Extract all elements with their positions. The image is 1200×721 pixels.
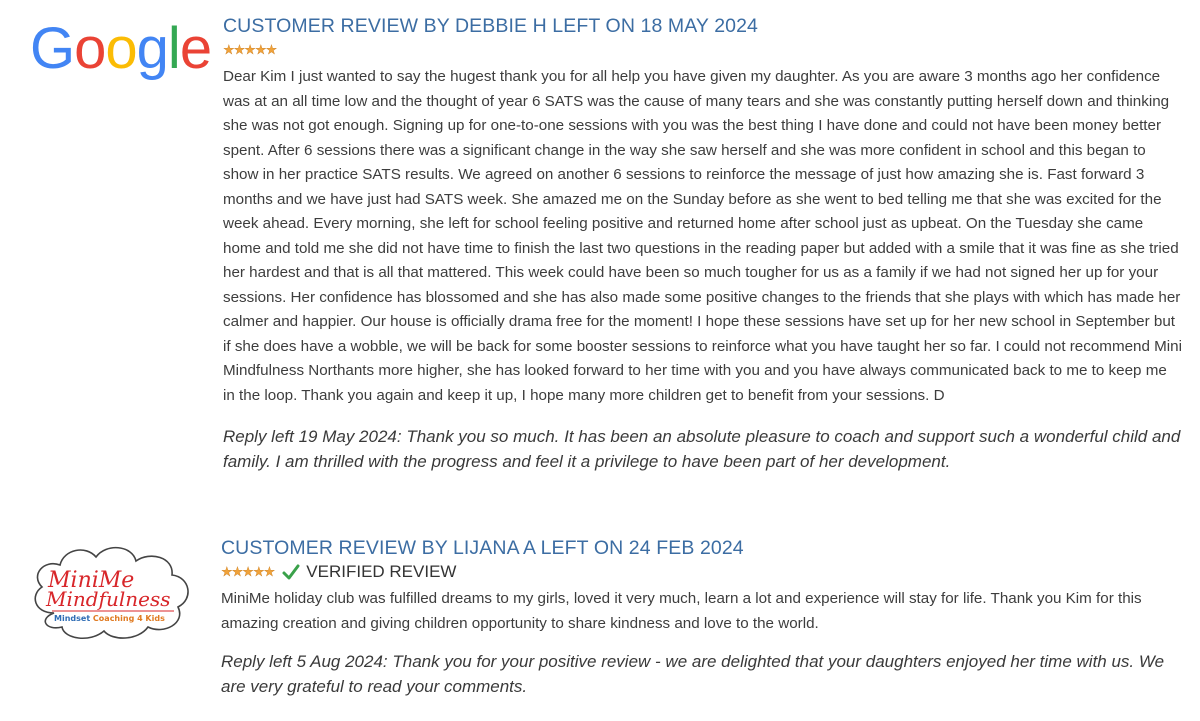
review-card [0, 522, 1200, 721]
google-logo-letter: G [30, 16, 75, 81]
review-body: MiniMe holiday club was fulfilled dreams to my girls, loved it very much, learn a lot and experience will stay for life. Thank you Kim for this amazing creation and giving children opportunity to share kindness and love to the world. [221, 590, 1142, 632]
review-title: CUSTOMER REVIEW BY LIJANA A LEFT ON 24 FEB 2024 [221, 537, 744, 559]
review-content [223, 13, 1182, 474]
review-title: CUSTOMER REVIEW BY DEBBIE H LEFT ON 18 MAY 2024 [223, 15, 758, 37]
minime-mindfulness-logo-icon [24, 535, 198, 645]
review-reply: Reply left 19 May 2024: Thank you so much. It has been an absolute pleasure to coach and support such a wonderful child and family. I am thrilled with the progress and feel it a privilege to have been part of her development. [223, 427, 1181, 471]
verified-review-label: VERIFIED REVIEW [306, 562, 457, 581]
svg-text:Mindfulness: Mindfulness [46, 587, 171, 611]
star-rating-icon: ★★★★★ [221, 564, 275, 579]
check-icon [282, 563, 300, 581]
rating-row [223, 40, 1182, 60]
svg-text:Mindset Coaching 4 Kids: Mindset Coaching 4 Kids [54, 614, 165, 623]
svg-text:Google: Google [30, 16, 212, 81]
svg-text:MiniMe: MiniMe [48, 568, 135, 593]
review-body: Dear Kim I just wanted to say the hugest thank you for all help you have given my daughter. As you are aware 3 months ago her confidence was at an all time low and the thought of year 6 SATS was the cause of many tears and she was constantly putting herself down and thinking she was not got enough. Signing up for one-to-one sessions with you was the best thing I have done and could not have been money better spent. After 6 sessions there was a significant change in the way she saw herself and she was more confident in school and this began to show in her practice SATS results. We agreed on another 6 sessions to reinforce the message of just how amazing she is. Fast forward 3 months and we have just had SATS week. She amazed me on the Sunday before as she went to bed telling me that she was excited for the week ahead. Every morning, she left for school feeling positive and returned home after school just as upbeat. On the Tuesday she came home and told me she did not have time to finish the last two questions in the reading paper but added with a smile that it was fine as she tried her hardest and that is all that mattered. This week could have been so much tougher for us as a family if we had not signed her up for your sessions. Her confidence has blossomed and she has also made some positive changes to the friends that she plays with which has made her calmer and happier. Our house is officially drama free for the moment! I hope these sessions have set up for her new school in September but if she does have a wobble, we will be back for some booster sessions to reinforce what you have taught her so far. I could not recommend Mini Mindfulness Northants more higher, she has looked forward to her time with you and you have always communicated back to me to keep me in the loop. Thank you again and keep it up, I hope many more children get to benefit from your sessions. D [223, 68, 1183, 404]
star-rating-icon: ★★★★★ [223, 42, 277, 57]
review-content [221, 535, 1182, 699]
google-logo-icon [30, 16, 212, 84]
review-reply: Reply left 5 Aug 2024: Thank you for your positive review - we are delighted that your daughters enjoyed her time with us. We are very grateful to read your comments. [221, 652, 1165, 696]
rating-row [221, 562, 1182, 582]
